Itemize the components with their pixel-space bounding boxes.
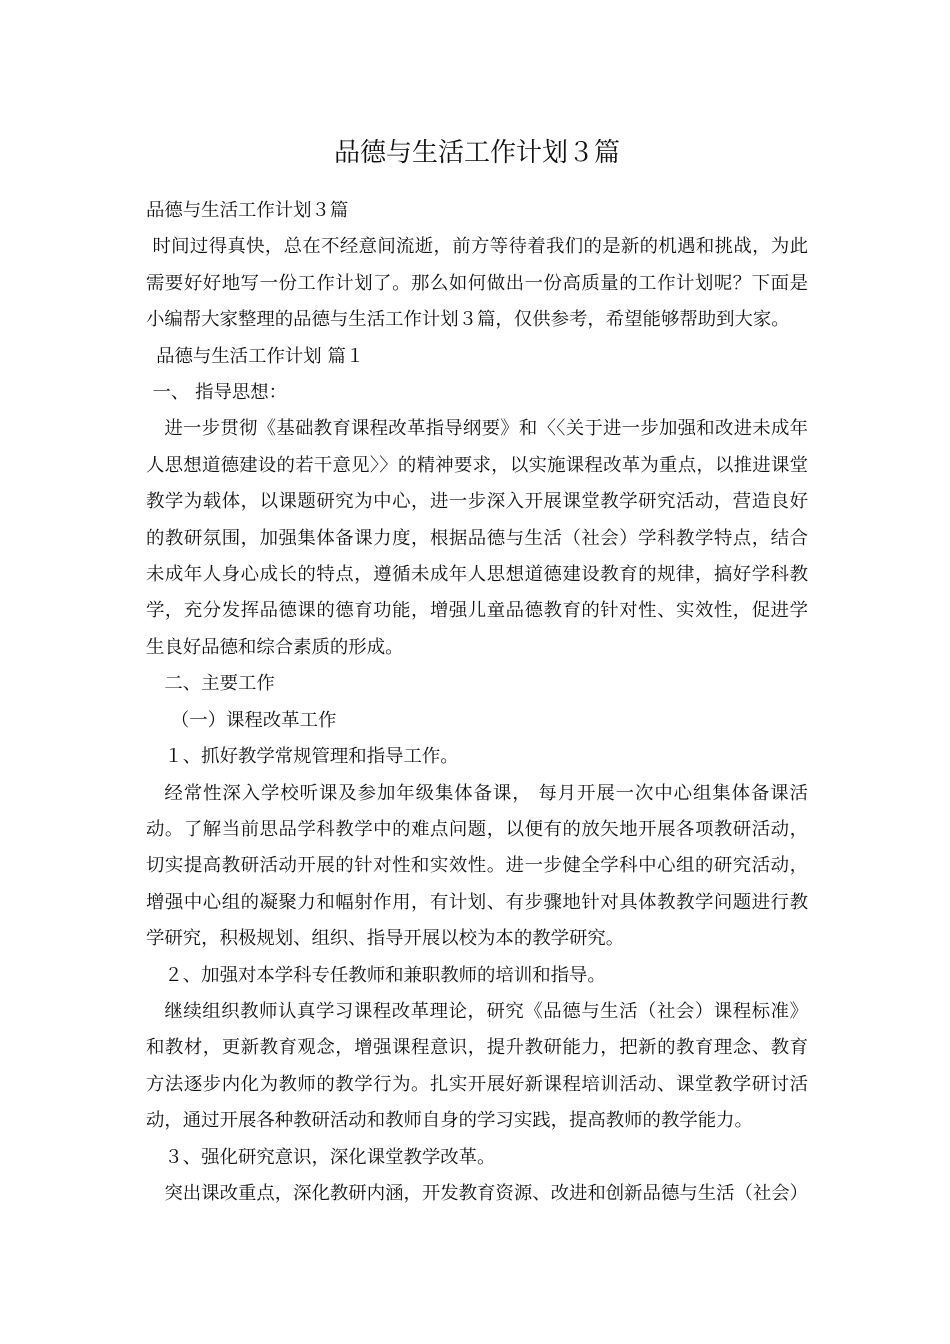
paragraph-heading-curriculum-reform: （一）课程改革工作: [170, 709, 337, 731]
paragraph-intro: 时间过得真快，总在不经意间流逝，前方等待着我们的是新的机遇和挑战，为此需要好好地写一份工作计划了。那么如何做出一份高质量的工作计划呢？下面是小编帮大家整理的品德与生活工作计划３篇，仅供参考，希望能够帮助到大家。: [146, 236, 808, 331]
paragraph-heading-guiding-thought: 一、 指导思想：: [152, 382, 288, 404]
paragraph-heading-main-work: 二、主要工作: [164, 673, 275, 695]
paragraph-subtitle: 品德与生活工作计划３篇: [146, 200, 349, 221]
paragraph-section-heading: 品德与生活工作计划 篇１: [156, 345, 365, 367]
paragraph-item-3-heading: ３、强化研究意识，深化课堂教学改革。: [164, 1146, 496, 1168]
paragraph-item-3-body: 突出课改重点，深化教研内涵，开发教育资源、改进和创新品德与生活（社会）: [164, 1182, 809, 1204]
paragraph-item-2-heading: ２、加强对本学科专任教师和兼职教师的培训和指导。: [164, 964, 606, 986]
document-body: [146, 193, 808, 1212]
document-title: 品德与生活工作计划３篇: [333, 138, 620, 168]
paragraph-item-2-body: 继续组织教师认真学习课程改革理论，研究《品德与生活（社会）课程标准》和教材，更新教育观念，增强课程意识，提升教研能力，把新的教育理念、教育方法逐步内化为教师的教学行为。扎实开展好新课程培训活动、课堂教学研讨活动，通过开展各种教研活动和教师自身的学习实践，提高教师的教学能力。: [146, 1000, 808, 1132]
paragraph-guiding-thought: 进一步贯彻《基础教育课程改革指导纲要》和〈〈关于进一步加强和改进未成年人思想道德建设的若干意见〉〉的精神要求，以实施课程改革为重点，以推进课堂教学为载体，以课题研究为中心，进一步深入开展课堂教学研究活动，营造良好的教研氛围，加强集体备课力度，根据品德与生活（社会）学科教学特点，结合未成年人身心成长的特点，遵循未成年人思想道德建设教育的规律，搞好学科教学，充分发挥品德课的德育功能，增强儿童品德教育的针对性、实效性，促进学生良好品德和综合素质的形成。: [146, 418, 808, 658]
paragraph-item-1-body: 经常性深入学校听课及参加年级集体备课， 每月开展一次中心组集体备课活动。了解当前思品学科教学中的难点问题，以便有的放矢地开展各项教研活动，切实提高教研活动开展的针对性和实效性。进一步健全学科中心组的研究活动，增强中心组的凝聚力和幅射作用，有计划、有步骤地针对具体教教学问题进行教学研究，积极规划、组织、指导开展以校为本的教学研究。: [146, 782, 808, 950]
paragraph-item-1-heading: １、抓好教学常规管理和指导工作。: [164, 746, 459, 768]
